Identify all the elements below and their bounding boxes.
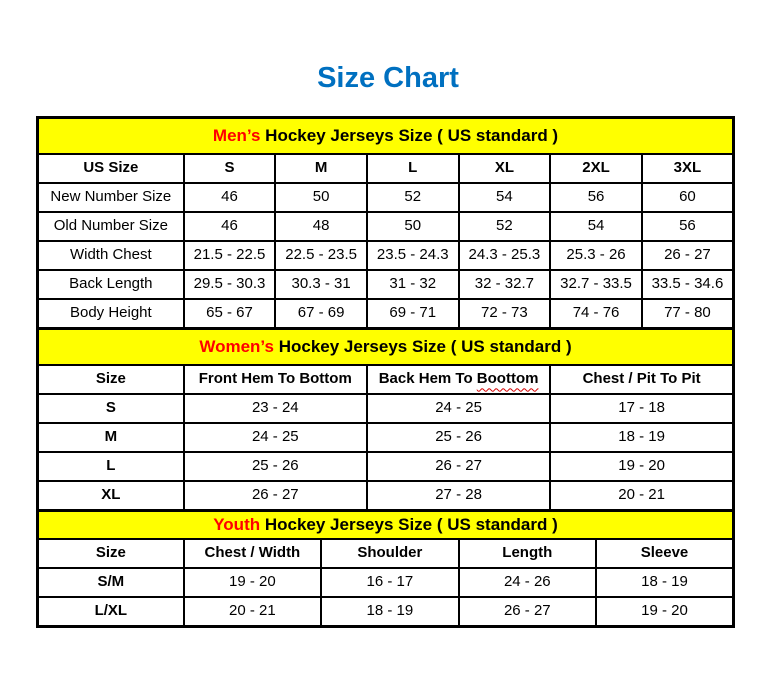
mens-column-header: M	[275, 154, 367, 183]
youth-row	[38, 568, 734, 597]
mens-banner	[38, 118, 734, 155]
womens-size-table	[36, 327, 735, 512]
data-cell: 18 - 19	[596, 568, 733, 597]
data-cell: 24 - 26	[459, 568, 596, 597]
row-header-cell: S/M	[38, 568, 184, 597]
row-header-cell: S	[38, 394, 184, 423]
mens-column-header: L	[367, 154, 459, 183]
data-cell: 26 - 27	[642, 241, 734, 270]
data-cell: 26 - 27	[184, 481, 367, 511]
data-cell: 20 - 21	[550, 481, 733, 511]
data-cell: 26 - 27	[367, 452, 550, 481]
womens-column-header: Front Hem To Bottom	[184, 365, 367, 394]
data-cell: 16 - 17	[321, 568, 458, 597]
mens-row	[38, 212, 734, 241]
mens-size-table	[36, 116, 735, 330]
data-cell: 50	[275, 183, 367, 212]
mens-row	[38, 241, 734, 270]
data-cell: 24 - 25	[367, 394, 550, 423]
data-cell: 19 - 20	[596, 597, 733, 627]
mens-row	[38, 299, 734, 329]
womens-column-header	[367, 365, 550, 394]
banner-text: Hockey Jerseys Size ( US standard )	[260, 125, 559, 145]
data-cell: 32 - 32.7	[459, 270, 551, 299]
data-cell: 25 - 26	[184, 452, 367, 481]
row-header-cell: L	[38, 452, 184, 481]
data-cell: 74 - 76	[550, 299, 642, 329]
banner-text: Hockey Jerseys Size ( US standard )	[260, 514, 558, 534]
data-cell: 21.5 - 22.5	[184, 241, 276, 270]
mens-column-header: 3XL	[642, 154, 734, 183]
womens-column-header: Chest / Pit To Pit	[550, 365, 733, 394]
youth-column-header: Shoulder	[321, 539, 458, 568]
row-header-cell: L/XL	[38, 597, 184, 627]
banner-highlight: Men’s	[212, 125, 261, 145]
data-cell: 18 - 19	[550, 423, 733, 452]
mens-row	[38, 183, 734, 212]
banner-highlight: Youth	[213, 514, 261, 534]
womens-row	[38, 481, 734, 511]
data-cell: 46	[184, 212, 276, 241]
data-cell: 31 - 32	[367, 270, 459, 299]
data-cell: 67 - 69	[275, 299, 367, 329]
mens-column-header: S	[184, 154, 276, 183]
data-cell: 60	[642, 183, 734, 212]
data-cell: 65 - 67	[184, 299, 276, 329]
data-cell: 48	[275, 212, 367, 241]
data-cell: 32.7 - 33.5	[550, 270, 642, 299]
data-cell: 52	[459, 212, 551, 241]
data-cell: 29.5 - 30.3	[184, 270, 276, 299]
data-cell: 18 - 19	[321, 597, 458, 627]
row-header-cell: New Number Size	[38, 183, 184, 212]
data-cell: 27 - 28	[367, 481, 550, 511]
row-header-cell: M	[38, 423, 184, 452]
row-header-cell: Old Number Size	[38, 212, 184, 241]
youth-column-header: Chest / Width	[184, 539, 321, 568]
data-cell: 69 - 71	[367, 299, 459, 329]
data-cell: 54	[550, 212, 642, 241]
womens-column-header: Size	[38, 365, 184, 394]
data-cell: 52	[367, 183, 459, 212]
mens-row	[38, 270, 734, 299]
youth-column-header: Length	[459, 539, 596, 568]
womens-row	[38, 423, 734, 452]
data-cell: 22.5 - 23.5	[275, 241, 367, 270]
data-cell: 26 - 27	[459, 597, 596, 627]
row-header-cell: Body Height	[38, 299, 184, 329]
row-header-cell: Width Chest	[38, 241, 184, 270]
womens-banner	[38, 329, 734, 366]
mens-column-header: 2XL	[550, 154, 642, 183]
column-header-text: Back Hem To	[378, 370, 477, 388]
womens-row	[38, 394, 734, 423]
data-cell: 33.5 - 34.6	[642, 270, 734, 299]
youth-size-table	[36, 509, 735, 628]
data-cell: 56	[642, 212, 734, 241]
womens-row	[38, 452, 734, 481]
youth-column-header: Sleeve	[596, 539, 733, 568]
data-cell: 19 - 20	[184, 568, 321, 597]
data-cell: 23.5 - 24.3	[367, 241, 459, 270]
youth-column-header: Size	[38, 539, 184, 568]
data-cell: 25 - 26	[367, 423, 550, 452]
data-cell: 50	[367, 212, 459, 241]
data-cell: 54	[459, 183, 551, 212]
data-cell: 72 - 73	[459, 299, 551, 329]
page-title: Size Chart	[317, 62, 459, 94]
row-header-cell: XL	[38, 481, 184, 511]
data-cell: 20 - 21	[184, 597, 321, 627]
data-cell: 19 - 20	[550, 452, 733, 481]
data-cell: 46	[184, 183, 276, 212]
data-cell: 77 - 80	[642, 299, 734, 329]
size-tables	[36, 116, 735, 628]
mens-column-header: US Size	[38, 154, 184, 183]
row-header-cell: Back Length	[38, 270, 184, 299]
data-cell: 23 - 24	[184, 394, 367, 423]
data-cell: 24 - 25	[184, 423, 367, 452]
column-header-misspelled-word: Boottom	[476, 370, 539, 388]
data-cell: 56	[550, 183, 642, 212]
youth-banner	[38, 511, 734, 540]
mens-column-header: XL	[459, 154, 551, 183]
banner-highlight: Women’s	[199, 336, 274, 356]
data-cell: 24.3 - 25.3	[459, 241, 551, 270]
data-cell: 17 - 18	[550, 394, 733, 423]
data-cell: 25.3 - 26	[550, 241, 642, 270]
banner-text: Hockey Jerseys Size ( US standard )	[273, 336, 572, 356]
data-cell: 30.3 - 31	[275, 270, 367, 299]
youth-row	[38, 597, 734, 627]
